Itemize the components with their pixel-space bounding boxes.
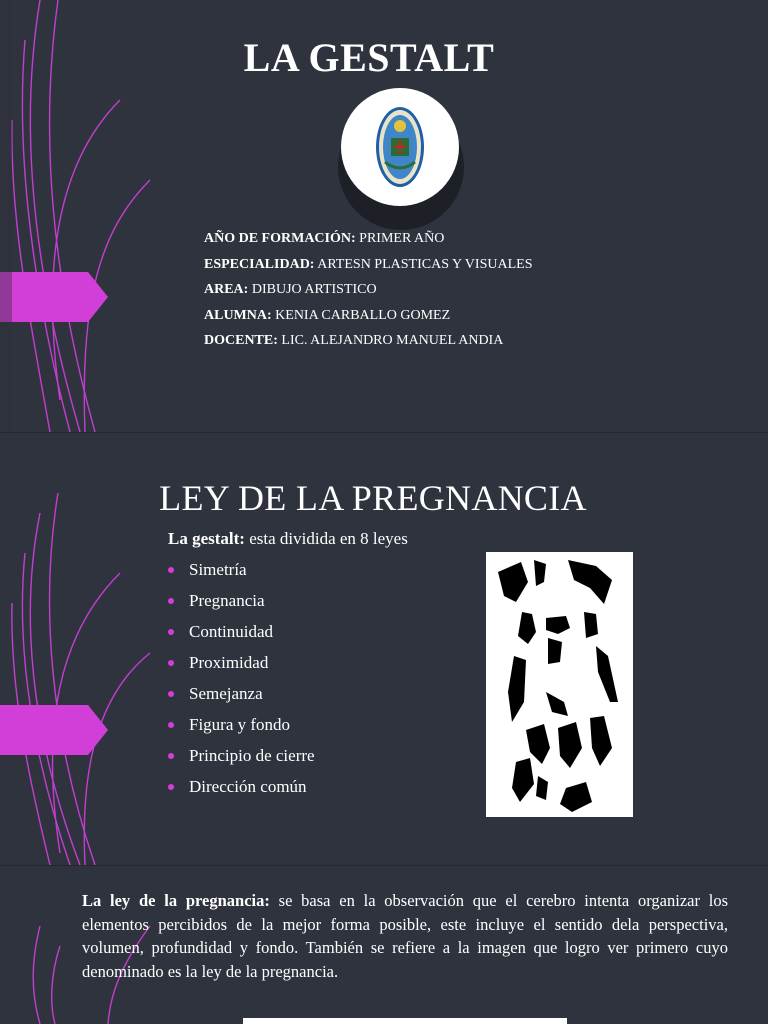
image-top-edge	[243, 1018, 567, 1024]
student-info	[204, 226, 532, 354]
info-row-teacher: DOCENTE: LIC. ALEJANDRO MANUEL ANDIA	[204, 333, 504, 348]
slide-title-text: LA GESTALT	[243, 35, 495, 80]
bullet-icon	[168, 691, 174, 697]
laws-list	[168, 558, 315, 806]
list-item: Proximidad	[168, 651, 315, 682]
list-item: Figura y fondo	[168, 713, 315, 744]
list-item: Dirección común	[168, 775, 315, 806]
info-row-year: AÑO DE FORMACIÓN: PRIMER AÑO	[204, 231, 445, 246]
bullet-icon	[168, 784, 174, 790]
slide-title	[0, 0, 768, 432]
slide-definition	[0, 866, 768, 1024]
list-item: Principio de cierre	[168, 744, 315, 775]
bullet-icon	[168, 598, 174, 604]
bullet-icon	[168, 722, 174, 728]
list-item: Pregnancia	[168, 589, 315, 620]
intro-line: La gestalt: esta dividida en 8 leyes	[168, 529, 408, 548]
slide-pregnancia	[0, 433, 768, 865]
bullet-icon	[168, 660, 174, 666]
list-item: Simetría	[168, 558, 315, 589]
university-seal-icon	[341, 88, 459, 206]
info-row-student: ALUMNA: KENIA CARBALLO GOMEZ	[204, 307, 451, 323]
info-row-area: AREA: DIBUJO ARTISTICO	[204, 282, 377, 297]
list-item: Semejanza	[168, 682, 315, 713]
slide-title-text: LEY DE LA PREGNANCIA	[159, 478, 587, 518]
dalmatian-dog-illusion-icon	[486, 552, 633, 817]
list-item: Continuidad	[168, 620, 315, 651]
bullet-icon	[168, 753, 174, 759]
bullet-icon	[168, 629, 174, 635]
definition-paragraph: La ley de la pregnancia: se basa en la observación que el cerebro intenta organizar los elementos percibidos de la mejor forma posible, este incluye el sentido dela perspectiva, volumen, profundidad y fondo. También se refiere a la imagen que logro ver primero cuyo denominado es la ley de la pregnancia.	[82, 891, 729, 981]
info-row-specialty: ESPECIALIDAD: ARTESN PLASTICAS Y VISUALES	[204, 256, 533, 272]
bullet-icon	[168, 567, 174, 573]
